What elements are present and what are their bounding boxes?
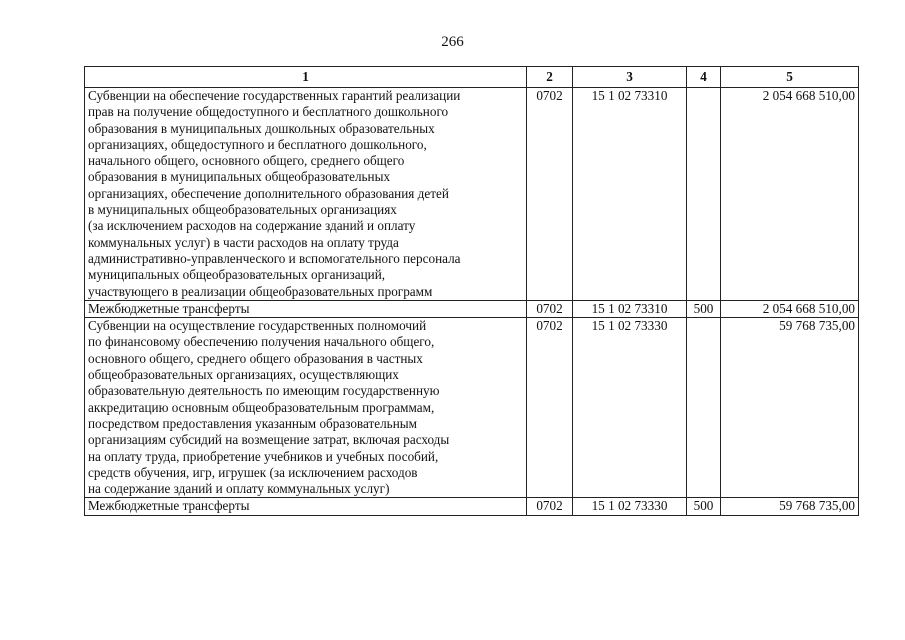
expenditure-name-line: аккредитацию основным общеобразовательным программам, — [88, 399, 435, 415]
expense-type-code: 500 — [687, 300, 721, 317]
expense-type-code: 500 — [687, 498, 721, 515]
amount-value: 2 054 668 510,00 — [721, 300, 859, 317]
section-code: 0702 — [527, 88, 573, 301]
expenditure-name-line: средств обучения, игр, игрушек (за исключением расходов — [88, 464, 418, 480]
header-col-2: 2 — [527, 67, 573, 88]
amount-value: 59 768 735,00 — [721, 498, 859, 515]
target-article-code: 15 1 02 73310 — [573, 88, 687, 301]
table-header-row — [85, 67, 859, 88]
expenditure-name-line: Межбюджетные трансферты — [88, 498, 250, 514]
expenditure-name-line: посредством предоставления указанным образовательным — [88, 415, 417, 431]
expenditure-name-line: на оплату труда, приобретение учебников и учебных пособий, — [88, 448, 439, 464]
target-article-code: 15 1 02 73310 — [573, 300, 687, 317]
expenditure-name-line: организациях, общедоступного и бесплатного дошкольного, — [88, 136, 427, 152]
expense-type-code — [687, 318, 721, 498]
table-body — [85, 88, 859, 516]
expenditure-name-line: Субвенции на осуществление государственных полномочий — [88, 318, 427, 334]
expenditure-name-line: Субвенции на обеспечение государственных гарантий реализации — [88, 88, 461, 103]
expenditure-name-line: коммунальных услуг) в части расходов на оплату труда — [88, 234, 399, 250]
target-article-code: 15 1 02 73330 — [573, 498, 687, 515]
expenditure-name — [85, 88, 527, 301]
expenditure-name-line: начального общего, основного общего, среднего общего — [88, 153, 405, 169]
expenditure-name-line: образования в муниципальных общеобразовательных — [88, 169, 391, 185]
expense-type-code — [687, 88, 721, 301]
expenditure-name-line: муниципальных общеобразовательных организаций, — [88, 267, 386, 283]
table-row — [85, 88, 859, 301]
expenditure-name-line: Межбюджетные трансферты — [88, 300, 250, 316]
expenditure-name-line: образования в муниципальных дошкольных образовательных — [88, 120, 435, 136]
table-row — [85, 300, 859, 317]
header-col-3: 3 — [573, 67, 687, 88]
expenditure-name — [85, 318, 527, 498]
expenditure-name — [85, 498, 527, 515]
expenditure-name-line: участвующего в реализации общеобразовательных программ — [88, 283, 433, 299]
expenditure-name-line: основного общего, среднего общего образования в частных — [88, 350, 423, 366]
table-row — [85, 318, 859, 498]
amount-value: 59 768 735,00 — [721, 318, 859, 498]
amount-value: 2 054 668 510,00 — [721, 88, 859, 301]
table-row — [85, 498, 859, 515]
page-number: 266 — [441, 34, 464, 50]
expenditure-name-line: организациям субсидий на возмещение затрат, включая расходы — [88, 432, 450, 448]
section-code: 0702 — [527, 300, 573, 317]
expenditure-name-line: организациях, обеспечение дополнительного образования детей — [88, 185, 449, 201]
expenditure-name-line: в муниципальных общеобразовательных организациях — [88, 202, 397, 218]
header-col-1: 1 — [85, 67, 527, 88]
section-code: 0702 — [527, 498, 573, 515]
expenditure-name-line: образовательную деятельность по имеющим государственную — [88, 383, 440, 399]
header-col-4: 4 — [687, 67, 721, 88]
expenditure-name-line: (за исключением расходов на содержание зданий и оплату — [88, 218, 416, 234]
expenditure-name-line: прав на получение общедоступного и бесплатного дошкольного — [88, 104, 449, 120]
target-article-code: 15 1 02 73330 — [573, 318, 687, 498]
expenditure-name-line: на содержание зданий и оплату коммунальных услуг) — [88, 481, 390, 497]
expenditure-name-line: по финансовому обеспечению получения начального общего, — [88, 334, 435, 350]
section-code: 0702 — [527, 318, 573, 498]
header-col-5: 5 — [721, 67, 859, 88]
expenditure-name-line: общеобразовательных организациях, осуществляющих — [88, 367, 399, 383]
budget-table — [84, 66, 859, 516]
expenditure-name — [85, 300, 527, 317]
expenditure-name-line: административно-управленческого и вспомогательного персонала — [88, 250, 461, 266]
